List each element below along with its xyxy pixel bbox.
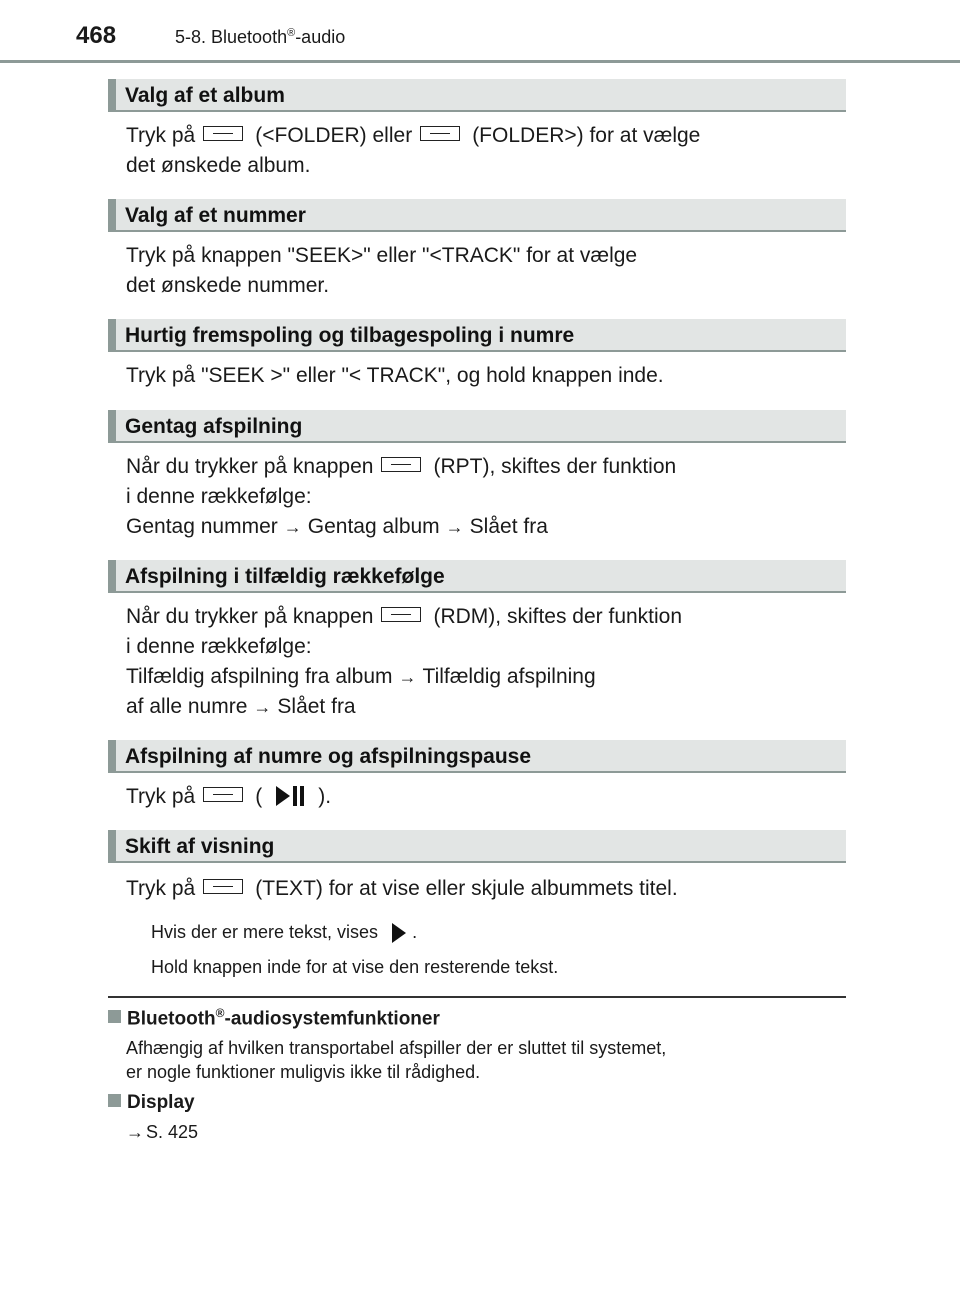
header-rule — [0, 60, 960, 63]
subsection-title-bluetooth: Bluetooth®-audiosystemfunktioner — [108, 1006, 440, 1030]
button-icon — [203, 787, 243, 802]
arrow-icon: → — [398, 667, 417, 687]
section-body-random: Når du trykker på knappen (RDM), skiftes der funktion i denne rækkefølge: Tilfældig afspilning fra album → Tilfældig afspilning af alle numre → Slået fra — [126, 602, 846, 722]
section-heading-repeat: Gentag afspilning — [108, 410, 846, 443]
section-heading-play-pause: Afspilning af numre og afspilningspause — [108, 740, 846, 773]
subsection-body-bluetooth: Afhængig af hvilken transportabel afspiller der er sluttet til systemet, er nogle funktioner muligvis ikke til rådighed. — [126, 1038, 667, 1082]
triangle-right-icon — [392, 923, 406, 943]
square-bullet-icon — [108, 1094, 121, 1107]
button-icon — [420, 126, 460, 141]
page-reference-link[interactable]: S. 425 — [146, 1122, 199, 1142]
section-body-track: Tryk på knappen "SEEK>" eller "<TRACK" for at vælge det ønskede nummer. — [126, 244, 638, 297]
note-hold-button: Hold knappen inde for at vise den resterende tekst. — [151, 957, 559, 977]
section-heading-album: Valg af et album — [108, 79, 846, 112]
section-body-repeat: Når du trykker på knappen (RPT), skiftes der funktion i denne rækkefølge: Gentag nummer → Gentag album → Slået fra — [126, 452, 846, 542]
section-body-album: Tryk på (<FOLDER) eller (FOLDER>) for at vælge det ønskede album. — [126, 124, 701, 177]
page-number: 468 — [76, 22, 117, 49]
subsection-body-display-ref — [126, 1120, 198, 1144]
section-heading-track: Valg af et nummer — [108, 199, 846, 232]
arrow-icon: → — [126, 1122, 144, 1142]
section-body-fast-forward: Tryk på "SEEK >" eller "< TRACK", og hold knappen inde. — [126, 364, 664, 387]
separator-rule — [108, 996, 846, 998]
button-icon — [381, 607, 421, 622]
section-heading-fast-forward: Hurtig fremspoling og tilbagespoling i numre — [108, 319, 846, 352]
arrow-icon: → — [253, 697, 272, 717]
square-bullet-icon — [108, 1010, 121, 1023]
arrow-icon: → — [445, 517, 464, 537]
note-more-text: Hvis der er mere tekst, vises . — [151, 922, 418, 942]
chapter-title: 5-8. Bluetooth®-audio — [175, 27, 346, 47]
button-icon — [381, 457, 421, 472]
section-heading-display: Skift af visning — [108, 830, 846, 863]
section-body-play-pause: Tryk på ( ). — [126, 785, 332, 808]
subsection-title-display: Display — [108, 1092, 195, 1114]
play-pause-icon — [276, 786, 304, 806]
button-icon — [203, 126, 243, 141]
button-icon — [203, 879, 243, 894]
arrow-icon: → — [283, 517, 302, 537]
section-heading-random: Afspilning i tilfældig rækkefølge — [108, 560, 846, 593]
page-header — [0, 0, 960, 62]
section-body-display: Tryk på (TEXT) for at vise eller skjule albummets titel. — [126, 877, 678, 900]
